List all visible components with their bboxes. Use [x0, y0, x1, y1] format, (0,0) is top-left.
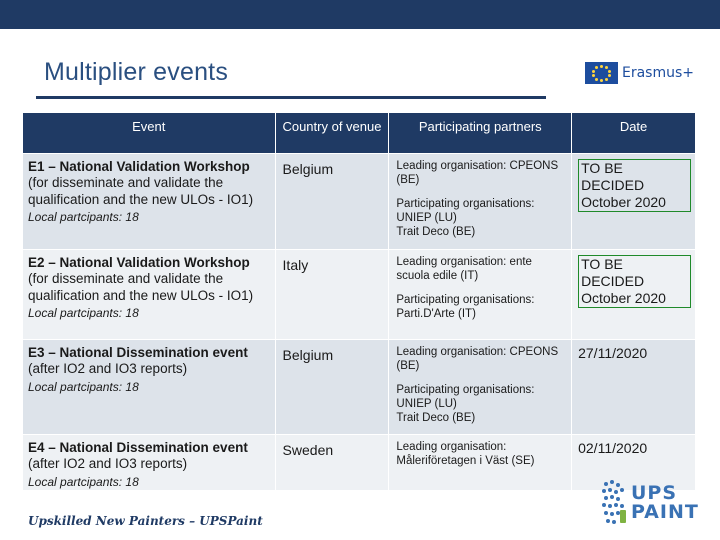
participating-org: Trait Deco (BE): [396, 225, 476, 238]
date-value: 27/11/2020: [578, 344, 648, 361]
event-description: (for disseminate and validate the qualification and the new ULOs - IO1): [28, 271, 254, 303]
table-row: [23, 153, 696, 249]
participating-label: Participating organisations:: [396, 383, 535, 396]
leading-organisation: Leading organisation: CPEONS (BE): [396, 345, 559, 372]
header-event: Event: [23, 113, 276, 153]
date-value: TO BE DECIDED October 2020: [578, 255, 691, 308]
partners-cell: [389, 339, 572, 434]
date-value: 02/11/2020: [578, 439, 648, 456]
date-cell: [572, 339, 696, 434]
table-header-row: [23, 113, 696, 153]
leading-organisation: Leading organisation: Måleriföretagen i Väst (SE): [396, 440, 535, 467]
date-value: TO BE DECIDED October 2020: [578, 159, 691, 212]
slide-title: Multiplier events: [44, 58, 229, 86]
event-title: E4 – National Dissemination event: [28, 439, 248, 455]
participating-org: Parti.D'Arte (IT): [396, 307, 476, 320]
participating-org: UNIEP (LU): [396, 397, 457, 410]
table-row: [23, 249, 696, 339]
event-cell: [23, 434, 276, 490]
erasmus-logo: [585, 62, 694, 84]
event-cell: [23, 339, 276, 434]
upspaint-logo-line: PAINT: [631, 501, 699, 523]
event-cell: [23, 249, 276, 339]
title-underline: [36, 96, 546, 99]
leading-organisation: Leading organisation: ente scuola edile (IT): [396, 255, 532, 282]
date-cell: [572, 249, 696, 339]
multiplier-events-table: [22, 113, 696, 490]
country-cell: Belgium: [275, 153, 389, 249]
leading-organisation: Leading organisation: CPEONS (BE): [396, 159, 559, 186]
erasmus-logo-text: Erasmus+: [622, 65, 695, 81]
eu-flag-icon: [585, 62, 618, 84]
upspaint-logo-line: UPS: [631, 482, 678, 504]
event-cell: [23, 153, 276, 249]
local-participants: Local partcipants: 18: [28, 210, 139, 224]
header-date: Date: [572, 113, 696, 153]
participating-org: UNIEP (LU): [396, 211, 457, 224]
event-title: E1 – National Validation Workshop: [28, 158, 250, 174]
local-participants: Local partcipants: 18: [28, 306, 139, 320]
local-participants: Local partcipants: 18: [28, 474, 139, 489]
table-row: [23, 339, 696, 434]
event-description: (after IO2 and IO3 reports): [28, 361, 188, 376]
date-cell: [572, 153, 696, 249]
event-description: (after IO2 and IO3 reports): [28, 456, 188, 471]
local-participants: Local partcipants: 18: [28, 379, 139, 394]
participating-label: Participating organisations:: [396, 197, 535, 210]
event-title: E3 – National Dissemination event: [28, 344, 248, 360]
event-description: (for disseminate and validate the qualification and the new ULOs - IO1): [28, 175, 254, 207]
participating-label: Participating organisations:: [396, 293, 535, 306]
partners-cell: [389, 434, 572, 490]
country-cell: Belgium: [275, 339, 389, 434]
country-cell: Sweden: [275, 434, 389, 490]
event-title: E2 – National Validation Workshop: [28, 254, 250, 270]
header-country: Country of venue: [275, 113, 389, 153]
upspaint-logo-text: [631, 484, 699, 522]
header-partners: Participating partners: [389, 113, 572, 153]
partners-cell: [389, 249, 572, 339]
footer-project-name: Upskilled New Painters – UPSPaint: [28, 514, 263, 528]
partners-cell: [389, 153, 572, 249]
top-banner: [0, 0, 720, 29]
participating-org: Trait Deco (BE): [396, 411, 476, 424]
country-cell: Italy: [275, 249, 389, 339]
table-row: [23, 434, 696, 490]
